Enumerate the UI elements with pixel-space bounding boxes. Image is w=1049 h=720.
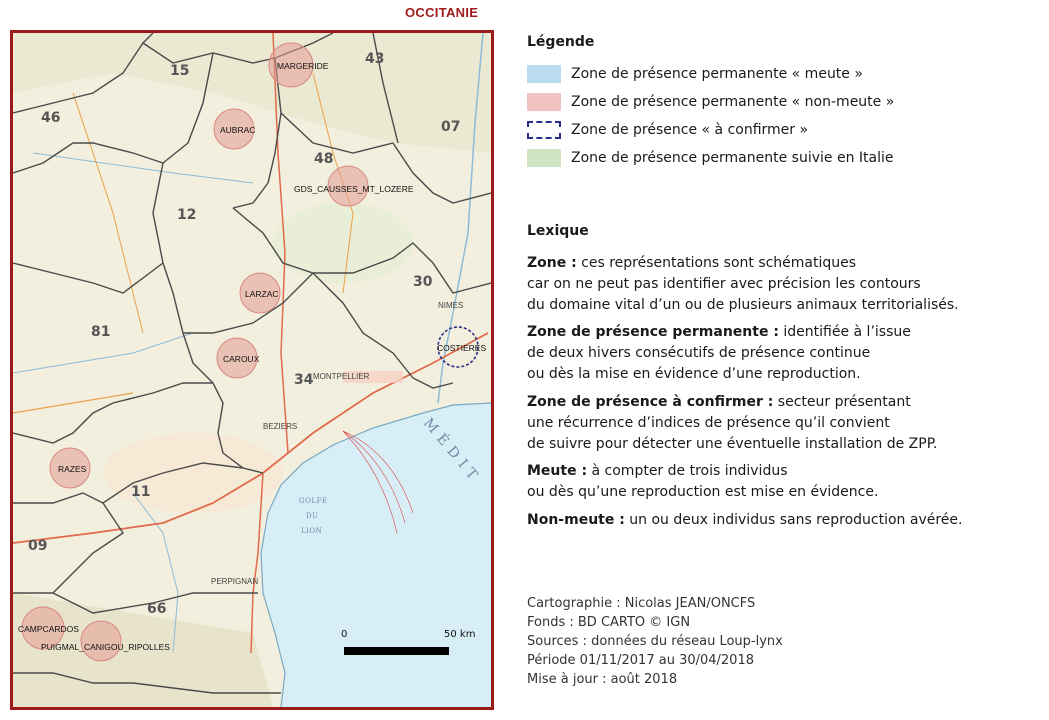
dept-66: 66 [147,601,167,617]
legend-item-a-confirmer [527,120,808,140]
lexique-def-zone-3: du domaine vital d’un ou de plusieurs animaux territorialisés. [527,297,959,313]
lexique-def-zone-2: car on ne peut pas identifier avec précision les contours [527,276,921,292]
lexique-entry-non-meute [527,510,1037,531]
legend-label-italie: Zone de présence permanente suivie en Italie [571,150,894,166]
map-frame[interactable] [10,30,494,710]
zone-label-gds-causses: GDS_CAUSSES_MT_LOZERE [294,184,414,194]
credit-cartographie: Cartographie : Nicolas JEAN/ONCFS [527,596,756,611]
dept-11: 11 [131,484,151,500]
dept-81: 81 [91,324,111,340]
dept-09: 09 [28,538,48,554]
zone-label-larzac: LARZAC [245,289,279,299]
legend-swatch-non-meute [527,93,561,111]
legend-swatch-italie [527,149,561,167]
lexique-term-a-confirmer: Zone de présence à confirmer : [527,394,774,410]
dept-46: 46 [41,110,61,126]
city-montpellier: MONTPELLIER [313,372,370,381]
relief-cevennes [273,203,413,283]
zone-puigmal [81,621,121,661]
lexique-def-permanente-2: de deux hivers consécutifs de présence continue [527,345,871,361]
lexique-term-zone: Zone : [527,255,577,271]
city-beziers: BEZIERS [263,422,298,431]
legend-label-a-confirmer: Zone de présence « à confirmer » [571,122,809,138]
lexique-title: Lexique [527,223,589,239]
legend-label-meute: Zone de présence permanente « meute » [571,66,863,82]
zone-label-costieres: COSTIERES [437,343,487,353]
lexique-def-a-confirmer-2: une récurrence d’indices de présence qu’il convient [527,415,890,431]
lexique-entry-permanente [527,322,1037,385]
dept-48: 48 [314,151,334,167]
lexique-def-non-meute-1: un ou deux individus sans reproduction avérée. [629,512,963,528]
lexique-term-non-meute: Non-meute : [527,512,625,528]
scale-bar-rect [344,647,449,655]
lexique-def-meute-1: à compter de trois individus [591,463,788,479]
legend-label-non-meute: Zone de présence permanente « non-meute » [571,94,895,110]
zone-label-caroux: CAROUX [223,354,260,364]
legend-item-non-meute [527,92,894,112]
credit-fonds: Fonds : BD CARTO © IGN [527,615,691,630]
lexique-def-zone-1: ces représentations sont schématiques [581,255,857,271]
legend-item-italie [527,148,894,168]
scale-start: 0 [341,629,348,640]
sea-label-golfe: GOLFE [299,497,328,505]
sea-label-du: DU [306,512,319,520]
lexique-term-permanente: Zone de présence permanente : [527,324,779,340]
dept-12: 12 [177,207,197,223]
credit-mise-a-jour: Mise à jour : août 2018 [527,672,678,687]
zone-label-razes: RAZES [58,464,87,474]
zone-label-campcardos: CAMPCARDOS [18,624,79,634]
lexique-entry-meute [527,461,1037,503]
credit-sources: Sources : données du réseau Loup-lynx [527,634,783,649]
zone-label-puigmal: PUIGMAL_CANIGOU_RIPOLLES [41,642,170,652]
dept-07: 07 [441,119,461,135]
region-title: OCCITANIE [405,5,479,20]
dept-30: 30 [413,274,433,290]
lexique-def-a-confirmer-1: secteur présentant [777,394,911,410]
sea-label-mediterranee: MÉDIT [419,415,485,488]
lexique-def-permanente-3: ou dès la mise en évidence d’une reproduction. [527,366,861,382]
zone-label-margeride: MARGERIDE [277,61,329,71]
dept-43: 43 [365,51,385,67]
sea-label-lion: LION [301,527,323,535]
scale-end: 50 km [444,629,476,640]
relief-plain [103,433,283,513]
credits-block [527,594,783,689]
zone-label-aubrac: AUBRAC [220,125,256,135]
lexique-entry-zone [527,253,1037,316]
lexique-def-a-confirmer-3: de suivre pour détecter une éventuelle installation de ZPP. [527,436,938,452]
legend-swatch-a-confirmer [527,121,561,139]
legend-item-meute [527,64,863,84]
legend-swatch-meute [527,65,561,83]
map-canvas [13,33,491,707]
lexique-def-permanente-1: identifiée à l’issue [783,324,911,340]
credit-periode: Période 01/11/2017 au 30/04/2018 [527,653,754,668]
dept-34: 34 [294,372,314,388]
city-nimes: NIMES [438,301,464,310]
legend-title: Légende [527,34,595,50]
dept-15: 15 [170,63,190,79]
city-perpignan: PERPIGNAN [211,577,259,586]
lexique-term-meute: Meute : [527,463,588,479]
lexique-entry-a-confirmer [527,392,1037,455]
lexique-def-meute-2: ou dès qu’une reproduction est mise en évidence. [527,484,879,500]
